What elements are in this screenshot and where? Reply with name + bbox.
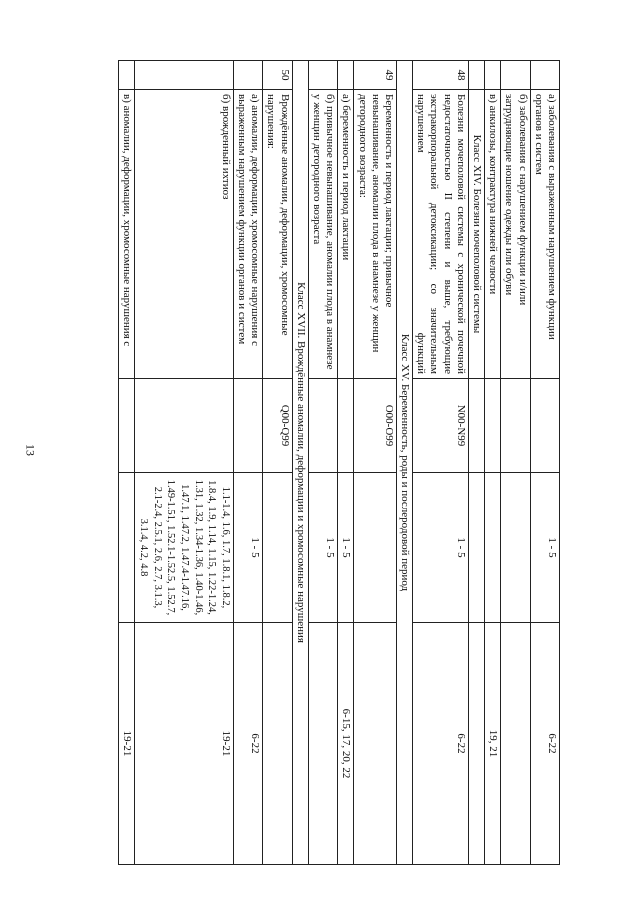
empty-cell xyxy=(468,623,484,865)
articles-cell: 6-22 xyxy=(413,623,469,865)
icd-code-cell: Q00-Q99 xyxy=(263,379,292,473)
degree-cell: 1 - 5 xyxy=(413,473,469,623)
degree-cell xyxy=(354,473,397,623)
page-number: 13 xyxy=(23,444,38,456)
row-number-cell xyxy=(530,61,559,90)
degree-cell: 1 - 5 xyxy=(338,473,354,623)
class-heading: Класс XV. Беременность, роды и послеродовой период xyxy=(396,61,412,865)
degree-list-cell: 1.1-1.4, 1.6, 1.7, 1.8.1, 1.8.2, 1.8.4, 1.9, 1.14, 1.15, 1.22-1.24, 1.31, 1.32, 1.34-1.36, 1.40-1.46, 1.47.1, 1.47.2, 1.47.4-1.47.16, 1.49-1.51, 1.52.1-1.52.5, 1.52.7, 2.1-2.4, 2.5.1, 2.6, 2.7, 3.1.3, 3.1.4, 4.2, 4.8 xyxy=(135,473,233,623)
icd-code-cell: O00-O99 xyxy=(354,379,397,473)
row-number-cell xyxy=(485,61,501,90)
articles-cell: 6-22 xyxy=(530,623,559,865)
table-row xyxy=(413,61,469,865)
articles-cell xyxy=(308,623,337,865)
disease-table xyxy=(118,60,560,865)
disease-name-cell: Врождённые аномалии, деформации, хромосомные нарушения: xyxy=(263,90,292,379)
icd-code-cell xyxy=(501,379,530,473)
degree-cell: 1 - 5 xyxy=(233,473,262,623)
disease-name-cell: Болезни мочеполовой системы с хронической почечной недостаточностью II степени и выше, требующие экстракорпоральной детоксикации; со значительным нарушением функций xyxy=(413,90,469,379)
table-row xyxy=(263,61,292,865)
class-heading-row xyxy=(468,61,484,865)
icd-code-cell: N00-N99 xyxy=(413,379,469,473)
icd-code-cell xyxy=(338,379,354,473)
row-number-cell xyxy=(308,61,337,90)
disease-name-cell: б) заболевания с нарушением функции и/или затрудняющие ношение одежды или обуви xyxy=(501,90,530,379)
row-number-cell xyxy=(338,61,354,90)
class-heading: Класс XVII. Врождённые аномалии, деформации и хромосомные нарушения xyxy=(292,61,308,865)
degree-cell xyxy=(263,473,292,623)
disease-name-cell: Беременность и период лактации; привычное невынашивание, аномалии плода в анамнезе у женщин детородного возраста: xyxy=(354,90,397,379)
disease-name-cell: в) аномалии, деформации, хромосомные нарушения с xyxy=(119,90,135,379)
table-row xyxy=(501,61,530,865)
articles-cell: 19, 21 xyxy=(485,623,501,865)
icd-code-cell xyxy=(308,379,337,473)
icd-code-cell xyxy=(135,379,233,473)
table-row xyxy=(135,61,233,865)
table-row xyxy=(308,61,337,865)
articles-cell: 6-15, 17, 20, 22 xyxy=(338,623,354,865)
icd-code-cell xyxy=(233,379,262,473)
degree-cell: 1 - 5 xyxy=(308,473,337,623)
disease-name-cell: а) аномалии, деформации, хромосомные нарушения с выраженным нарушением функции органов и систем xyxy=(233,90,262,379)
row-number-cell xyxy=(135,61,233,90)
disease-name-cell: а) заболевания с выраженным нарушением функции органов и систем xyxy=(530,90,559,379)
articles-cell xyxy=(263,623,292,865)
class-heading-row xyxy=(292,61,308,865)
table-row xyxy=(119,61,135,865)
articles-cell: 6-22 xyxy=(233,623,262,865)
disease-name-cell: а) беременность и период лактации xyxy=(338,90,354,379)
empty-cell xyxy=(468,379,484,473)
icd-code-cell xyxy=(119,379,135,473)
row-number-cell: 50 xyxy=(263,61,292,90)
icd-code-cell xyxy=(485,379,501,473)
articles-cell xyxy=(501,623,530,865)
row-number-cell xyxy=(468,61,484,90)
degree-cell xyxy=(119,473,135,623)
row-number-cell xyxy=(233,61,262,90)
degree-cell xyxy=(485,473,501,623)
articles-cell: 19-21 xyxy=(135,623,233,865)
articles-cell xyxy=(354,623,397,865)
articles-cell: 19-21 xyxy=(119,623,135,865)
class-heading: Класс XIV. Болезни мочеполовой системы xyxy=(468,90,484,379)
row-number-cell xyxy=(501,61,530,90)
row-number-cell xyxy=(119,61,135,90)
degree-cell xyxy=(501,473,530,623)
table-row xyxy=(530,61,559,865)
class-heading-row xyxy=(396,61,412,865)
disease-name-cell: б) врожденный ихтиоз xyxy=(135,90,233,379)
row-number-cell: 48 xyxy=(413,61,469,90)
empty-cell xyxy=(468,473,484,623)
table-row xyxy=(354,61,397,865)
table-row xyxy=(338,61,354,865)
disease-name-cell: б) привычное невынашивание, аномалии плода в анамнезе у женщин детородного возраста xyxy=(308,90,337,379)
row-number-cell: 49 xyxy=(354,61,397,90)
icd-code-cell xyxy=(530,379,559,473)
degree-cell: 1 - 5 xyxy=(530,473,559,623)
table-row xyxy=(233,61,262,865)
disease-name-cell: в) анкилозы, контрактура нижней челюсти xyxy=(485,90,501,379)
table-row xyxy=(485,61,501,865)
